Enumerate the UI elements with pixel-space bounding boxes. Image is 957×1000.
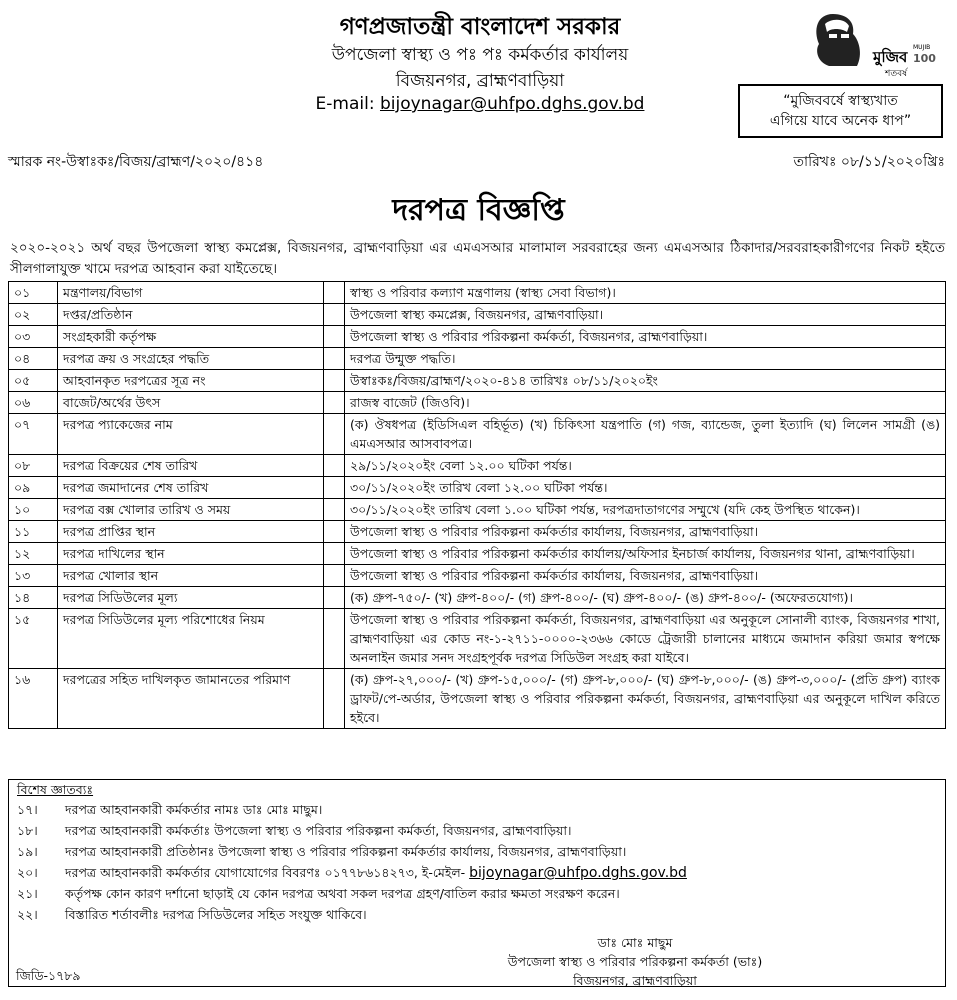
row-label: দরপত্র খোলার স্থান — [58, 565, 324, 587]
row-spacer — [324, 565, 345, 587]
memo-number: স্মারক নং-উস্বাঃকঃ/বিজয়/ব্রাহ্মণ/২০২০/৪১৪ — [8, 154, 264, 170]
row-number: ০৬ — [9, 392, 58, 414]
table-row — [9, 587, 946, 609]
row-number: ০৭ — [9, 414, 58, 455]
note-text-line — [65, 802, 322, 822]
row-spacer — [324, 587, 345, 609]
row-label: দরপত্র দাখিলের স্থান — [58, 543, 324, 565]
table-row — [9, 609, 946, 669]
office-name: উপজেলা স্বাস্থ্য ও পঃ পঃ কর্মকর্তার কার্যালয় — [331, 45, 629, 65]
gd-number: জিডি-১৭৮৯ — [16, 968, 81, 983]
row-spacer — [324, 326, 345, 348]
row-value: রাজস্ব বাজেট (জিওবি)। — [345, 392, 946, 414]
note-number: ২০। — [17, 865, 38, 880]
row-label: দরপত্র ক্রয় ও সংগ্রহের পদ্ধতি — [58, 348, 324, 370]
row-label: দরপত্র বক্স খোলার তারিখ ও সময় — [58, 499, 324, 521]
row-number: ০৪ — [9, 348, 58, 370]
note-text: দরপত্র আহবানকারী কর্মকর্তাঃ উপজেলা স্বাস্থ্য ও পরিবার পরিকল্পনা কর্মকর্তা, বিজয়নগর, ব্রাহ্মণবাড়িয়া। — [65, 823, 572, 838]
row-value: উপজেলা স্বাস্থ্য ও পরিবার পরিকল্পনা কর্মকর্তার কার্যালয়/অফিসার ইনচার্জ কার্যালয়, বিজয়নগর থানা, ব্রাহ্মণবাড়িয়া। — [345, 543, 946, 565]
row-spacer — [324, 370, 345, 392]
row-label: দরপত্র বিক্রয়ের শেষ তারিখ — [58, 455, 324, 477]
slogan-line-1: “মুজিববর্ষে স্বাস্থ্যখাত — [783, 93, 898, 109]
row-spacer — [324, 282, 345, 304]
signatory-name: ডাঃ মোঃ মাছুম — [597, 935, 673, 950]
row-value: (ক) ঔষধপত্র (ইডিসিএল বহির্ভূত) (খ) চিকিৎসা যন্ত্রপাতি (গ) গজ, ব্যান্ডেজ, তুলা ইত্যাদি (ঘ) লিলেন সামগ্রী (ঙ) এমএসআর আসবাবপত্র। — [345, 414, 946, 455]
row-spacer — [324, 414, 345, 455]
table-row — [9, 282, 946, 304]
note-number: ২২। — [17, 907, 38, 922]
note-number: ১৭। — [17, 802, 38, 817]
table-row — [9, 326, 946, 348]
row-spacer — [324, 455, 345, 477]
row-number: ১৬ — [9, 669, 58, 729]
intro-paragraph: ২০২০-২০২১ অর্থ বছর উপজেলা স্বাস্থ্য কমপ্লেক্স, বিজয়নগর, ব্রাহ্মণবাড়িয়া এর এমএসআর মালামাল সরবরাহের জন্য এমএসআর ঠিকাদার/সরবরাহকারীগণের নিকট হইতে সীলগালাযুক্ত খামে দরপত্র আহবান করা যাইতেছে। — [10, 240, 945, 277]
row-label: দরপত্র সিডিউলের মূল্য পরিশোধের নিয়ম — [58, 609, 324, 669]
row-label: দরপত্র জমাদানের শেষ তারিখ — [58, 477, 324, 499]
row-value: উপজেলা স্বাস্থ্য ও পরিবার পরিকল্পনা কর্মকর্তা, বিজয়নগর, ব্রাহ্মণবাড়িয়া। — [345, 326, 946, 348]
mujib-100-logo — [795, 10, 935, 82]
row-label: বাজেট/অর্থের উৎস — [58, 392, 324, 414]
row-spacer — [324, 477, 345, 499]
row-spacer — [324, 521, 345, 543]
row-value: ২৯/১১/২০২০ইং বেলা ১২.০০ ঘটিকা পর্যন্ত। — [345, 455, 946, 477]
table-row — [9, 392, 946, 414]
table-row — [9, 499, 946, 521]
row-spacer — [324, 609, 345, 669]
notice-date: তারিখঃ ০৮/১১/২০২০খ্রিঃ — [793, 154, 945, 170]
row-number: ১০ — [9, 499, 58, 521]
row-spacer — [324, 304, 345, 326]
row-value: (ক) গ্রুপ-৭৫০/- (খ) গ্রুপ-৪০০/- (গ) গ্রুপ-৪০০/- (ঘ) গ্রুপ-৪০০/- (ঙ) গ্রুপ-৪০০/- (অফেরতযোগ্য)। — [345, 587, 946, 609]
row-number: ০২ — [9, 304, 58, 326]
signatory-designation: উপজেলা স্বাস্থ্য ও পরিবার পরিকল্পনা কর্মকর্তা (ভাঃ) — [507, 954, 763, 969]
note-text: দরপত্র আহবানকারী প্রতিষ্ঠানঃ উপজেলা স্বাস্থ্য ও পরিবার পরিকল্পনা কর্মকর্তার কার্যালয়, বিজয়নগর, ব্রাহ্মণবাড়িয়া। — [65, 844, 627, 859]
signature-block — [500, 933, 770, 990]
table-row — [9, 370, 946, 392]
row-value: উপজেলা স্বাস্থ্য ও পরিবার পরিকল্পনা কর্মকর্তার কার্যালয়, বিজয়নগর, ব্রাহ্মণবাড়িয়া। — [345, 565, 946, 587]
note-number: ১৮। — [17, 823, 38, 838]
note-text: কর্তৃপক্ষ কোন কারণ দর্শানো ছাড়াই যে কোন দরপত্র অথবা সকল দরপত্র গ্রহণ/বাতিল করার ক্ষমতা সংরক্ষণ করেন। — [65, 886, 620, 901]
row-number: ১২ — [9, 543, 58, 565]
row-value: উপজেলা স্বাস্থ্য ও পরিবার পরিকল্পনা কর্মকর্তা, বিজয়নগর, ব্রাহ্মণবাড়িয়া এর অনুকূলে সোনালী ব্যাংক, বিজয়নগর শাখা, ব্রাহ্মণবাড়িয়া এর কোড নং-১-২৭১১-০০০০-২৩৬৬ কোডে ট্রেজারী চালানের মাধ্যমে জমাদান করিয়া জমার স্বপক্ষে অনলাইন জমার সনদ সংগ্রহপূর্বক দরপত্র সিডিউল সংগ্রহ করা যাইবে। — [345, 609, 946, 669]
tender-table — [8, 281, 946, 729]
special-notes-heading: বিশেষ জ্ঞাতব্যঃ — [17, 782, 94, 797]
row-value: উপজেলা স্বাস্থ্য কমপ্লেক্স, বিজয়নগর, ব্রাহ্মণবাড়িয়া। — [345, 304, 946, 326]
note-number: ১৯। — [17, 844, 38, 859]
row-value: উস্বাঃকঃ/বিজয়/ব্রাহ্মণ/২০২০-৪১৪ তারিখঃ ০৮/১১/২০২০ইং — [345, 370, 946, 392]
signatory-place: বিজয়নগর, ব্রাহ্মণবাড়িয়া — [573, 973, 697, 988]
row-number: ১৪ — [9, 587, 58, 609]
table-row — [9, 565, 946, 587]
logo-mujib-text: মুজিব — [873, 48, 908, 66]
email-link[interactable]: bijoynagar@uhfpo.dghs.gov.bd — [379, 94, 645, 114]
row-number: ০৩ — [9, 326, 58, 348]
email-line — [180, 94, 780, 114]
slogan-line-2: এগিয়ে যাবে অনেক ধাপ” — [769, 113, 912, 129]
special-notes-box — [8, 779, 946, 987]
row-number: ০১ — [9, 282, 58, 304]
row-label: দরপত্র সিডিউলের মূল্য — [58, 587, 324, 609]
row-value: স্বাস্থ্য ও পরিবার কল্যাণ মন্ত্রণালয় (স্বাস্থ্য সেবা বিভাগ)। — [345, 282, 946, 304]
slogan-box — [738, 84, 943, 138]
row-label: দপ্তর/প্রতিষ্ঠান — [58, 304, 324, 326]
row-spacer — [324, 543, 345, 565]
row-value: (ক) গ্রুপ-২৭,০০০/- (খ) গ্রুপ-১৫,০০০/- (গ) গ্রুপ-৮,০০০/- (ঘ) গ্রুপ-৮,০০০/- (ঙ) গ্রুপ-৩,০০০/- (প্রতি গ্রুপ) ব্যাংক ড্রাফট/পে-অর্ডার, উপজেলা স্বাস্থ্য ও পরিবার পরিকল্পনা কর্মকর্তা, বিজয়নগর, ব্রাহ্মণবাড়িয়া এর অনুকূলে দাখিল করিতে হইবে। — [345, 669, 946, 729]
table-row — [9, 669, 946, 729]
note-text-line — [65, 844, 626, 864]
note-text: বিস্তারিত শর্তাবলীঃ দরপত্র সিডিউলের সহিত সংযুক্ত থাকিবে। — [65, 907, 367, 922]
row-value: উপজেলা স্বাস্থ্য ও পরিবার পরিকল্পনা কর্মকর্তার কার্যালয়, বিজয়নগর, ব্রাহ্মণবাড়িয়া। — [345, 521, 946, 543]
table-row — [9, 543, 946, 565]
note-text-line — [65, 823, 572, 843]
logo-100: 100 — [913, 52, 936, 65]
row-number: ১৩ — [9, 565, 58, 587]
table-row — [9, 521, 946, 543]
email-label: E-mail: — [315, 94, 380, 114]
row-value: ৩০/১১/২০২০ইং তারিখ বেলা ১২.০০ ঘটিকা পর্যন্ত। — [345, 477, 946, 499]
note-number: ২১। — [17, 886, 38, 901]
row-value: দরপত্র উন্মুক্ত পদ্ধতি। — [345, 348, 946, 370]
office-location: বিজয়নগর, ব্রাহ্মণবাড়িয়া — [395, 71, 565, 91]
note-text-line — [65, 865, 687, 885]
row-spacer — [324, 348, 345, 370]
table-row — [9, 348, 946, 370]
row-label: দরপত্র প্রাপ্তির স্থান — [58, 521, 324, 543]
note-text-line — [65, 886, 620, 906]
row-label: মন্ত্রণালয়/বিভাগ — [58, 282, 324, 304]
note-text-line — [65, 907, 367, 927]
row-value: ৩০/১১/২০২০ইং তারিখ বেলা ১.০০ ঘটিকা পর্যন্ত, দরপত্রদাতাগণের সম্মুখে (যদি কেহ উপস্থিত থাকেন)। — [345, 499, 946, 521]
row-number: ০৫ — [9, 370, 58, 392]
row-label: সংগ্রহকারী কর্তৃপক্ষ — [58, 326, 324, 348]
table-row — [9, 477, 946, 499]
row-label: দরপত্রের সহিত দাখিলকৃত জামানতের পরিমাণ — [58, 669, 324, 729]
contact-email-link[interactable]: bijoynagar@uhfpo.dghs.gov.bd — [469, 865, 687, 881]
table-row — [9, 304, 946, 326]
row-spacer — [324, 669, 345, 729]
note-text: দরপত্র আহবানকারী কর্মকর্তার যোগাযোগের বিবরণঃ ০১৭৭৮৬১৪২৭৩, ই-মেইল- — [65, 865, 470, 880]
row-number: ০৮ — [9, 455, 58, 477]
row-number: ১৫ — [9, 609, 58, 669]
table-row — [9, 455, 946, 477]
note-text: দরপত্র আহবানকারী কর্মকর্তার নামঃ ডাঃ মোঃ মাছুম। — [65, 802, 323, 817]
row-label: দরপত্র প্যাকেজের নাম — [58, 414, 324, 455]
logo-mujib-word: MUJIB — [913, 44, 931, 51]
table-row — [9, 414, 946, 455]
row-number: ১১ — [9, 521, 58, 543]
government-title: গণপ্রজাতন্ত্রী বাংলাদেশ সরকার — [339, 14, 621, 40]
row-number: ০৯ — [9, 477, 58, 499]
row-spacer — [324, 392, 345, 414]
notice-title: দরপত্র বিজ্ঞপ্তি — [392, 193, 565, 228]
row-spacer — [324, 499, 345, 521]
logo-shatabarsha: শতবর্ষ — [885, 69, 908, 79]
row-label: আহবানকৃত দরপত্রের সূত্র নং — [58, 370, 324, 392]
